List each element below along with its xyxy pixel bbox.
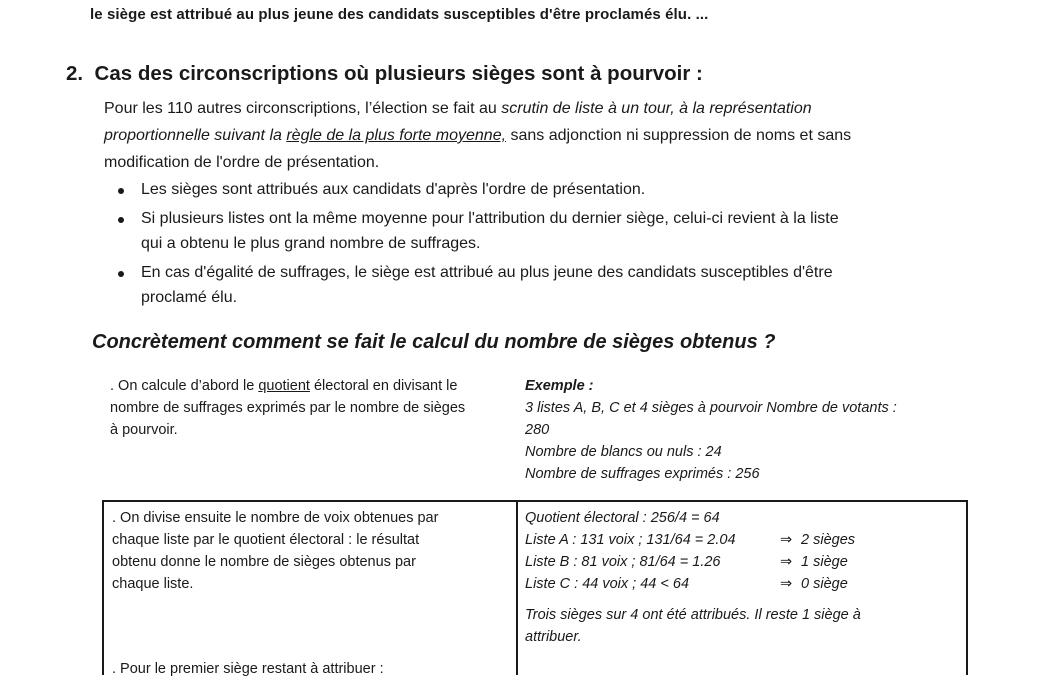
table-border-left [102,500,104,675]
table-border-right [966,500,968,675]
row1-right-line-5: Nombre de suffrages exprimés : 256 [525,466,760,482]
list-c-result: 0 siège [801,576,848,592]
table-divider [102,500,968,502]
example-label: Exemple : [525,378,594,394]
row1-right-line-4: Nombre de blancs ou nuls : 24 [525,444,722,460]
bullet-2-line-1: Si plusieurs listes ont la même moyenne pour l'attribution du dernier siège, celui-ci revient à la liste [141,210,839,227]
bullet-icon [118,217,124,223]
row1-left-line-2: nombre de suffrages exprimés par le nombre de sièges [110,400,466,416]
bullet-1: Les sièges sont attribués aux candidats d'après l'ordre de présentation. [141,181,646,198]
row3-left-line-1: . Pour le premier siège restant à attribuer : [112,661,384,677]
list-b-calc: Liste B : 81 voix ; 81/64 = 1.26 [525,554,721,570]
question-heading: Concrètement comment se fait le calcul du nombre de sièges obtenus ? [92,331,776,353]
bullet-3-line-1: En cas d'égalité de suffrages, le siège est attribué au plus jeune des candidats susceptibles d'être [141,264,833,281]
quotient-line: Quotient électoral : 256/4 = 64 [525,510,720,526]
bullet-2-line-2: qui a obtenu le plus grand nombre de suffrages. [141,235,481,252]
implies-icon: ⇒ [780,532,793,548]
intro-italic: proportionnelle suivant la [104,127,287,144]
quotient-term: quotient [258,378,310,394]
bullet-icon [118,188,124,194]
intro-text: sans adjonction ni suppression de noms et sans [506,127,852,144]
rule-link: règle de la plus forte moyenne, [286,127,507,144]
implies-icon: ⇒ [780,576,793,592]
bullet-icon [118,271,124,277]
table-border-middle [516,500,518,675]
intro-line-2 [104,122,851,149]
list-a-calc: Liste A : 131 voix ; 131/64 = 2.04 [525,532,736,548]
top-line: le siège est attribué au plus jeune des candidats susceptibles d'être proclamés élu. ... [90,6,709,23]
row2-left-line-2: chaque liste par le quotient électoral : le résultat [112,532,420,548]
intro-italic: scrutin de liste à un tour, à la représentation [501,100,812,117]
intro-text: Pour les 110 autres circonscriptions, l’élection se fait au [104,100,502,117]
section-title: Cas des circonscriptions où plusieurs sièges sont à pourvoir : [94,62,703,85]
row2-left-line-3: obtenu donne le nombre de sièges obtenus par [112,554,416,570]
list-a-result: 2 sièges [801,532,856,548]
row1-left-line-1 [110,376,457,398]
row2-left-line-1: . On divise ensuite le nombre de voix obtenues par [112,510,439,526]
list-c-calc: Liste C : 44 voix ; 44 < 64 [525,576,690,592]
row1-left-line-3: à pourvoir. [110,422,178,438]
summary-line-1: Trois sièges sur 4 ont été attribués. Il reste 1 siège à [525,607,861,623]
section-number: 2. [66,62,84,85]
list-b-result: 1 siège [801,554,848,570]
bullet-3-line-2: proclamé élu. [141,289,238,306]
intro-line-3: modification de l'ordre de présentation. [104,154,380,171]
cell-text: électoral en divisant le [309,378,458,394]
row2-left-line-4: chaque liste. [112,576,194,592]
implies-icon: ⇒ [780,554,793,570]
summary-line-2: attribuer. [525,629,582,645]
cell-text: . On calcule d’abord le [110,378,259,394]
section-heading [66,62,703,86]
row1-right-line-3: 280 [525,422,550,438]
intro-line-1 [104,95,812,122]
row1-right-line-2: 3 listes A, B, C et 4 sièges à pourvoir Nombre de votants : [525,400,897,416]
